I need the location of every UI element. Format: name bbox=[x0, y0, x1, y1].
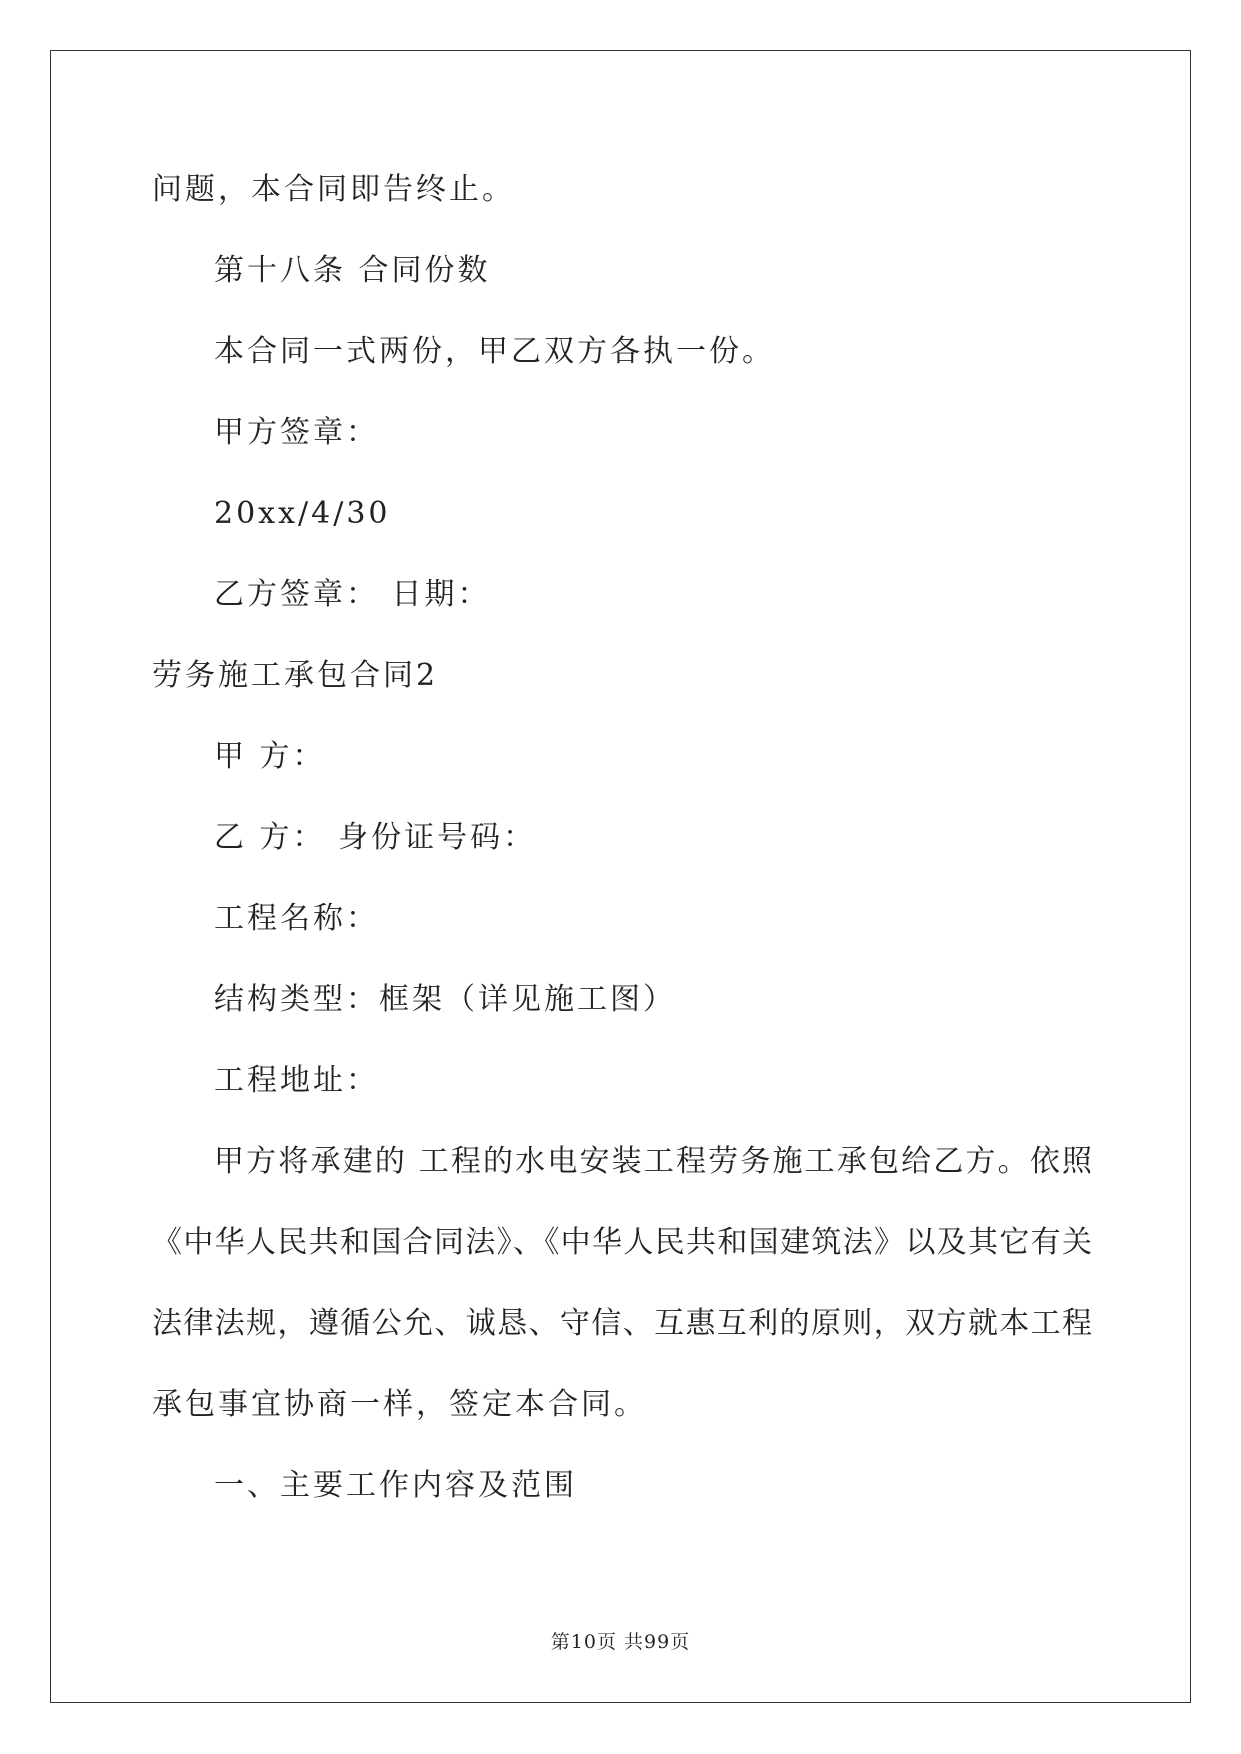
text-line: 本合同一式两份，甲乙双方各执一份。 bbox=[214, 334, 775, 369]
structure-type-field: 结构类型：框架（详见施工图） bbox=[214, 982, 676, 1017]
project-address-field: 工程地址： bbox=[214, 1063, 379, 1098]
paragraph-line: 《中华人民共和国合同法》、《中华人民共和国建筑法》以及其它有关 bbox=[152, 1225, 1092, 1260]
paragraph-line: 承包事宜协商一样，签定本合同。 bbox=[152, 1387, 647, 1422]
text-line: 问题，本合同即告终止。 bbox=[152, 172, 515, 207]
project-name-field: 工程名称： bbox=[214, 901, 379, 936]
article-heading: 第十八条 合同份数 bbox=[214, 253, 491, 288]
contract-title: 劳务施工承包合同2 bbox=[152, 658, 439, 693]
page-number-footer: 第10页 共99页 bbox=[550, 1631, 691, 1653]
paragraph-line: 法律法规，遵循公允、诚恳、守信、互惠互利的原则，双方就本工程 bbox=[152, 1306, 1092, 1341]
party-a-field: 甲 方： bbox=[214, 739, 326, 774]
section-heading: 一、主要工作内容及范围 bbox=[214, 1468, 577, 1503]
date-line: 20xx/4/30 bbox=[214, 496, 391, 531]
signature-line-party-a: 甲方签章： bbox=[214, 415, 379, 450]
signature-line-party-b: 乙方签章： 日期： bbox=[214, 577, 491, 612]
party-b-field: 乙 方： 身份证号码： bbox=[214, 820, 537, 855]
page-border bbox=[50, 50, 1191, 1703]
paragraph-line: 甲方将承建的 工程的水电安装工程劳务施工承包给乙方。依照 bbox=[214, 1144, 1092, 1179]
